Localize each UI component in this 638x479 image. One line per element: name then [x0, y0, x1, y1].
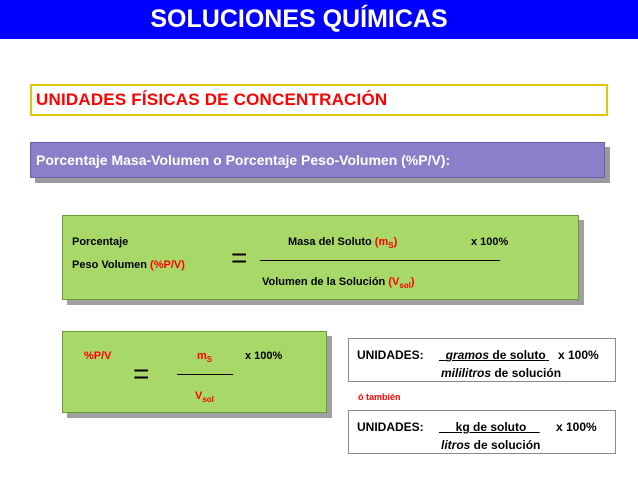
units1-times-100: x 100%	[558, 348, 599, 362]
units2-label: UNIDADES:	[357, 420, 424, 434]
formula-denominator	[262, 276, 415, 290]
units1-numerator	[439, 348, 549, 362]
formula-lhs-line1: Porcentaje	[72, 236, 129, 248]
formula-box	[62, 215, 579, 300]
formula-numerator-close: )	[393, 236, 398, 248]
simple-numerator	[197, 350, 212, 364]
units1-denominator	[441, 366, 561, 380]
formula-denominator-symbol	[388, 276, 415, 291]
simple-fraction-line	[177, 374, 233, 375]
formula-lhs-line2	[72, 259, 185, 271]
section-header	[30, 142, 605, 178]
units1-denominator-italic: mililitros	[441, 366, 492, 380]
subtitle-text: UNIDADES FÍSICAS DE CONCENTRACIÓN	[36, 90, 388, 109]
units2-times-100: x 100%	[556, 420, 597, 434]
units2-numerator	[439, 420, 540, 434]
formula-numerator-open: (m	[374, 236, 389, 248]
simple-numerator-symbol: m	[197, 350, 207, 362]
units2-denominator-italic: litros	[441, 438, 471, 452]
simple-denominator-symbol: V	[195, 390, 203, 402]
simple-times-100: x 100%	[245, 350, 283, 362]
units2-denominator-rest: de solución	[470, 438, 541, 452]
units-box-grams-ml	[348, 338, 616, 382]
simple-denominator-sub: sol	[202, 395, 214, 405]
simple-denominator	[195, 390, 214, 404]
units1-numerator-italic: gramos	[445, 348, 490, 362]
formula-denominator-sub: sol	[399, 281, 411, 291]
simple-numerator-sub: S	[206, 355, 213, 365]
units-box-kg-l	[348, 410, 616, 454]
simple-equals-sign: =	[133, 358, 150, 389]
page-title	[0, 0, 638, 39]
or-also-label: ó también	[358, 392, 401, 402]
formula-denominator-close: )	[410, 276, 415, 288]
formula-numerator-sub: S	[388, 241, 394, 251]
formula-numerator-symbol	[374, 236, 398, 251]
section-header-text: Porcentaje Masa-Volumen o Porcentaje Peso-Volumen (%P/V):	[36, 152, 451, 168]
formula-fraction-line	[260, 260, 500, 261]
simple-lhs: %P/V	[84, 350, 112, 362]
formula-numerator	[288, 236, 397, 250]
formula-equals-sign: =	[231, 242, 248, 273]
formula-denominator-prefix: Volumen de la Solución	[262, 276, 389, 288]
units2-numerator-text: kg de soluto	[455, 420, 527, 434]
formula-times-100: x 100%	[471, 236, 509, 248]
simple-formula-box	[62, 331, 327, 413]
formula-numerator-prefix: Masa del Soluto	[288, 236, 375, 248]
subtitle-box	[30, 84, 608, 116]
title-text: SOLUCIONES QUÍMICAS	[150, 5, 448, 33]
formula-denominator-open: (V	[388, 276, 400, 288]
formula-lhs-line2-prefix: Peso Volumen	[72, 259, 151, 271]
units2-denominator	[441, 438, 540, 452]
units1-label: UNIDADES:	[357, 348, 424, 362]
formula-lhs-line2-red: (%P/V)	[150, 259, 185, 271]
units1-denominator-rest: de solución	[491, 366, 562, 380]
units1-numerator-rest: de soluto	[489, 348, 546, 362]
